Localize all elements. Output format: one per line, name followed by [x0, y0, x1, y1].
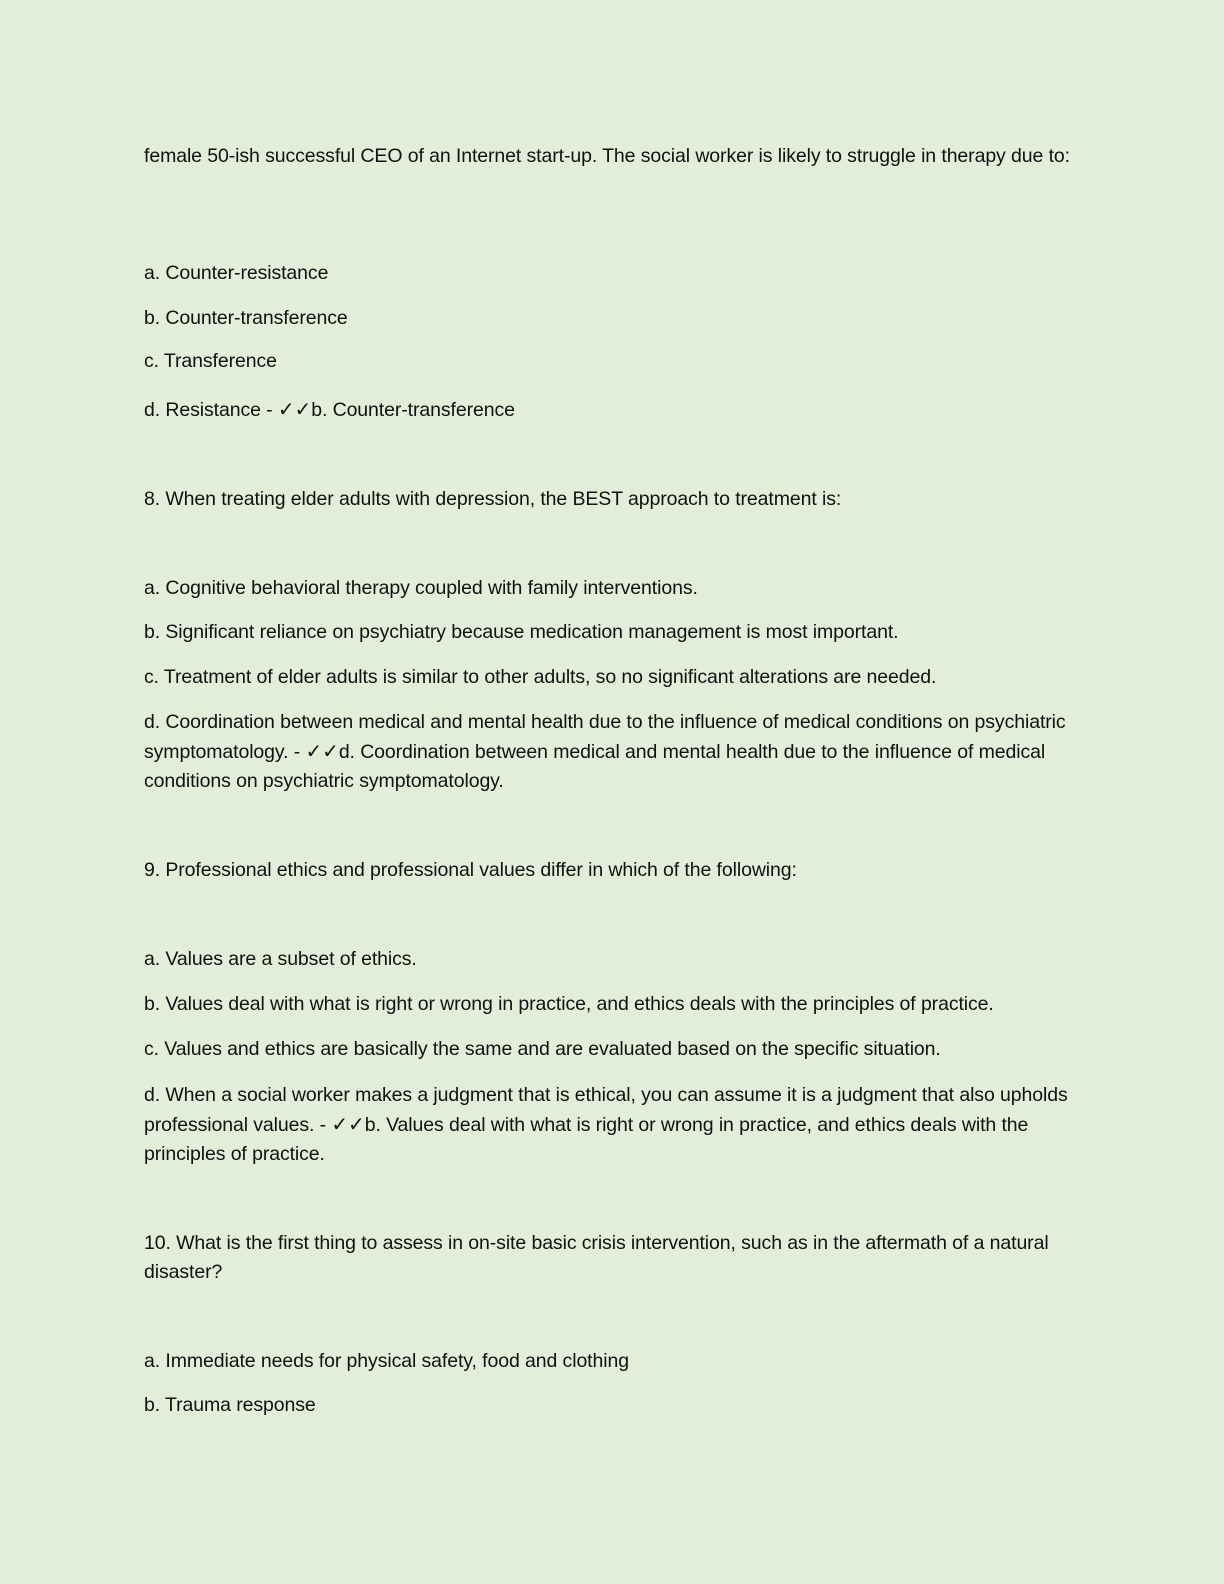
q10-option-a: a. Immediate needs for physical safety, food and clothing: [144, 1350, 629, 1372]
q7-option-d: d. Resistance -: [144, 399, 278, 421]
q8-answer: d. Coordination between medical and mental health due to the influence of medical conditions on psychiatric symptomatology.: [144, 741, 1046, 792]
q8-option-a: a. Cognitive behavioral therapy coupled with family interventions.: [144, 577, 698, 599]
q7-option-b: b. Counter-transference: [144, 307, 348, 329]
q9-question: 9. Professional ethics and professional values differ in which of the following:: [144, 859, 797, 881]
q9-answer: b. Values deal with what is right or wrong in practice, and ethics deals with the principles of practice.: [144, 1114, 1029, 1165]
q8-option-d-with-answer: [144, 708, 1084, 796]
q7-answer: b. Counter-transference: [311, 399, 515, 421]
q8-question: 8. When treating elder adults with depression, the BEST approach to treatment is:: [144, 488, 842, 510]
q9-option-c: c. Values and ethics are basically the same and are evaluated based on the specific situation.: [144, 1038, 941, 1060]
q10-option-b: b. Trauma response: [144, 1394, 316, 1416]
q7-option-d-with-answer: [144, 395, 1084, 425]
q8-option-b: b. Significant reliance on psychiatry because medication management is most important.: [144, 621, 899, 643]
check-icon: ✓✓: [331, 1112, 365, 1136]
q8-option-c: c. Treatment of elder adults is similar to other adults, so no significant alterations are needed.: [144, 666, 937, 688]
q7-option-a: a. Counter-resistance: [144, 262, 329, 284]
check-icon: ✓✓: [277, 397, 312, 421]
q7-option-c: c. Transference: [144, 350, 277, 372]
check-icon: ✓✓: [305, 739, 339, 763]
q8-option-d: d. Coordination between medical and mental health due to the influence of medical conditions on psychiatric symptomatology. -: [144, 711, 1066, 763]
q9-option-a: a. Values are a subset of ethics.: [144, 948, 417, 970]
q9-option-b: b. Values deal with what is right or wrong in practice, and ethics deals with the principles of practice.: [144, 993, 994, 1015]
q9-option-d: d. When a social worker makes a judgment that is ethical, you can assume it is a judgment that also upholds professional values. -: [144, 1084, 1068, 1136]
q7-stem: female 50-ish successful CEO of an Internet start-up. The social worker is likely to struggle in therapy due to:: [144, 145, 1070, 167]
q10-question: 10. What is the first thing to assess in on-site basic crisis intervention, such as in the aftermath of a natural disaster?: [144, 1232, 1049, 1283]
q9-option-d-with-answer: [144, 1081, 1084, 1169]
